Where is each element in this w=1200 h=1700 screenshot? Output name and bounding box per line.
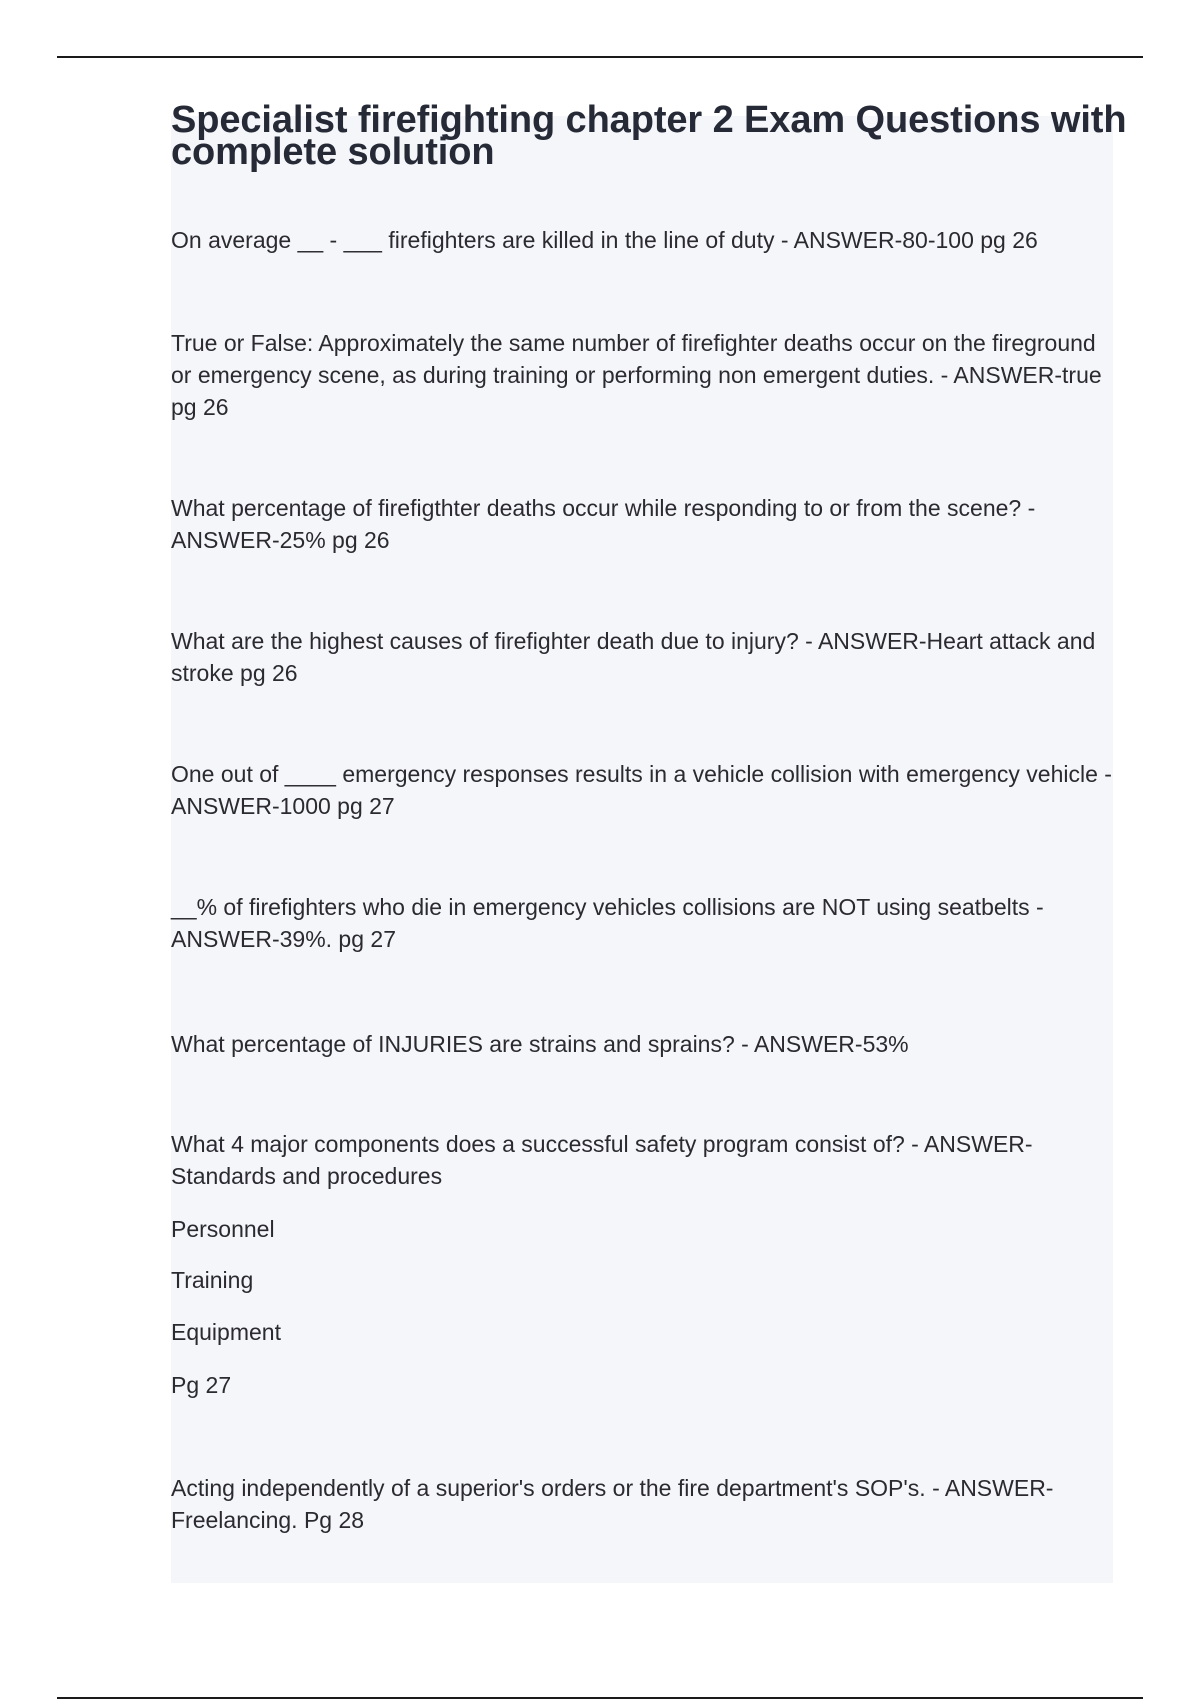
answer-text: ANSWER-25% pg 26: [171, 527, 390, 553]
answer-text: ANSWER-Freelancing. Pg 28: [171, 1475, 1054, 1533]
answer-list-line: Equipment: [171, 1319, 281, 1345]
qa-item-2: [171, 327, 1121, 423]
question-text: One out of ____ emergency responses results in a vehicle collision with emergency vehicle -: [171, 761, 1112, 787]
answer-text: ANSWER-Heart attack and stroke pg 26: [171, 628, 1096, 686]
answer-list-line: Personnel: [171, 1216, 275, 1242]
qa-item-9: [171, 1472, 1121, 1536]
question-text: What 4 major components does a successful safety program consist of? -: [171, 1131, 924, 1157]
qa-item-1: [171, 224, 1121, 256]
question-text: What are the highest causes of firefighter death due to injury? -: [171, 628, 818, 654]
question-text: True or False: Approximately the same number of firefighter deaths occur on the fireground or emergency scene, as during training or performing non emergent duties. -: [171, 330, 1096, 388]
answer-list-line: Pg 27: [171, 1372, 232, 1398]
question-text: Acting independently of a superior's orders or the fire department's SOP's. -: [171, 1475, 945, 1501]
question-text: What percentage of INJURIES are strains and sprains? -: [171, 1031, 754, 1057]
bottom-rule: [57, 1697, 1143, 1699]
qa-item-5: [171, 758, 1121, 822]
qa-item-4: [171, 625, 1121, 689]
qa-item-3: [171, 492, 1121, 556]
document-title: Specialist firefighting chapter 2 Exam Questions with complete solution: [171, 99, 1127, 173]
qa-item-8: [171, 1128, 1121, 1192]
qa-item-7: [171, 1028, 1121, 1060]
answer-text: ANSWER-53%: [753, 1031, 909, 1057]
answer-text: ANSWER-80-100 pg 26: [793, 227, 1038, 253]
answer-list-line: Training: [171, 1267, 254, 1293]
top-rule: [57, 56, 1143, 58]
question-text: __% of firefighters who die in emergency vehicles collisions are NOT using seatbelts -: [171, 894, 1044, 920]
answer-text: ANSWER-39%. pg 27: [171, 926, 396, 952]
answer-text: ANSWER-Standards and procedures: [171, 1131, 1033, 1189]
answer-text: ANSWER-true pg 26: [171, 362, 1102, 420]
qa-item-6: [171, 891, 1121, 955]
question-text: On average __ - ___ firefighters are killed in the line of duty -: [171, 227, 794, 253]
answer-text: ANSWER-1000 pg 27: [171, 793, 395, 819]
question-text: What percentage of firefigthter deaths occur while responding to or from the scene? -: [171, 495, 1036, 521]
